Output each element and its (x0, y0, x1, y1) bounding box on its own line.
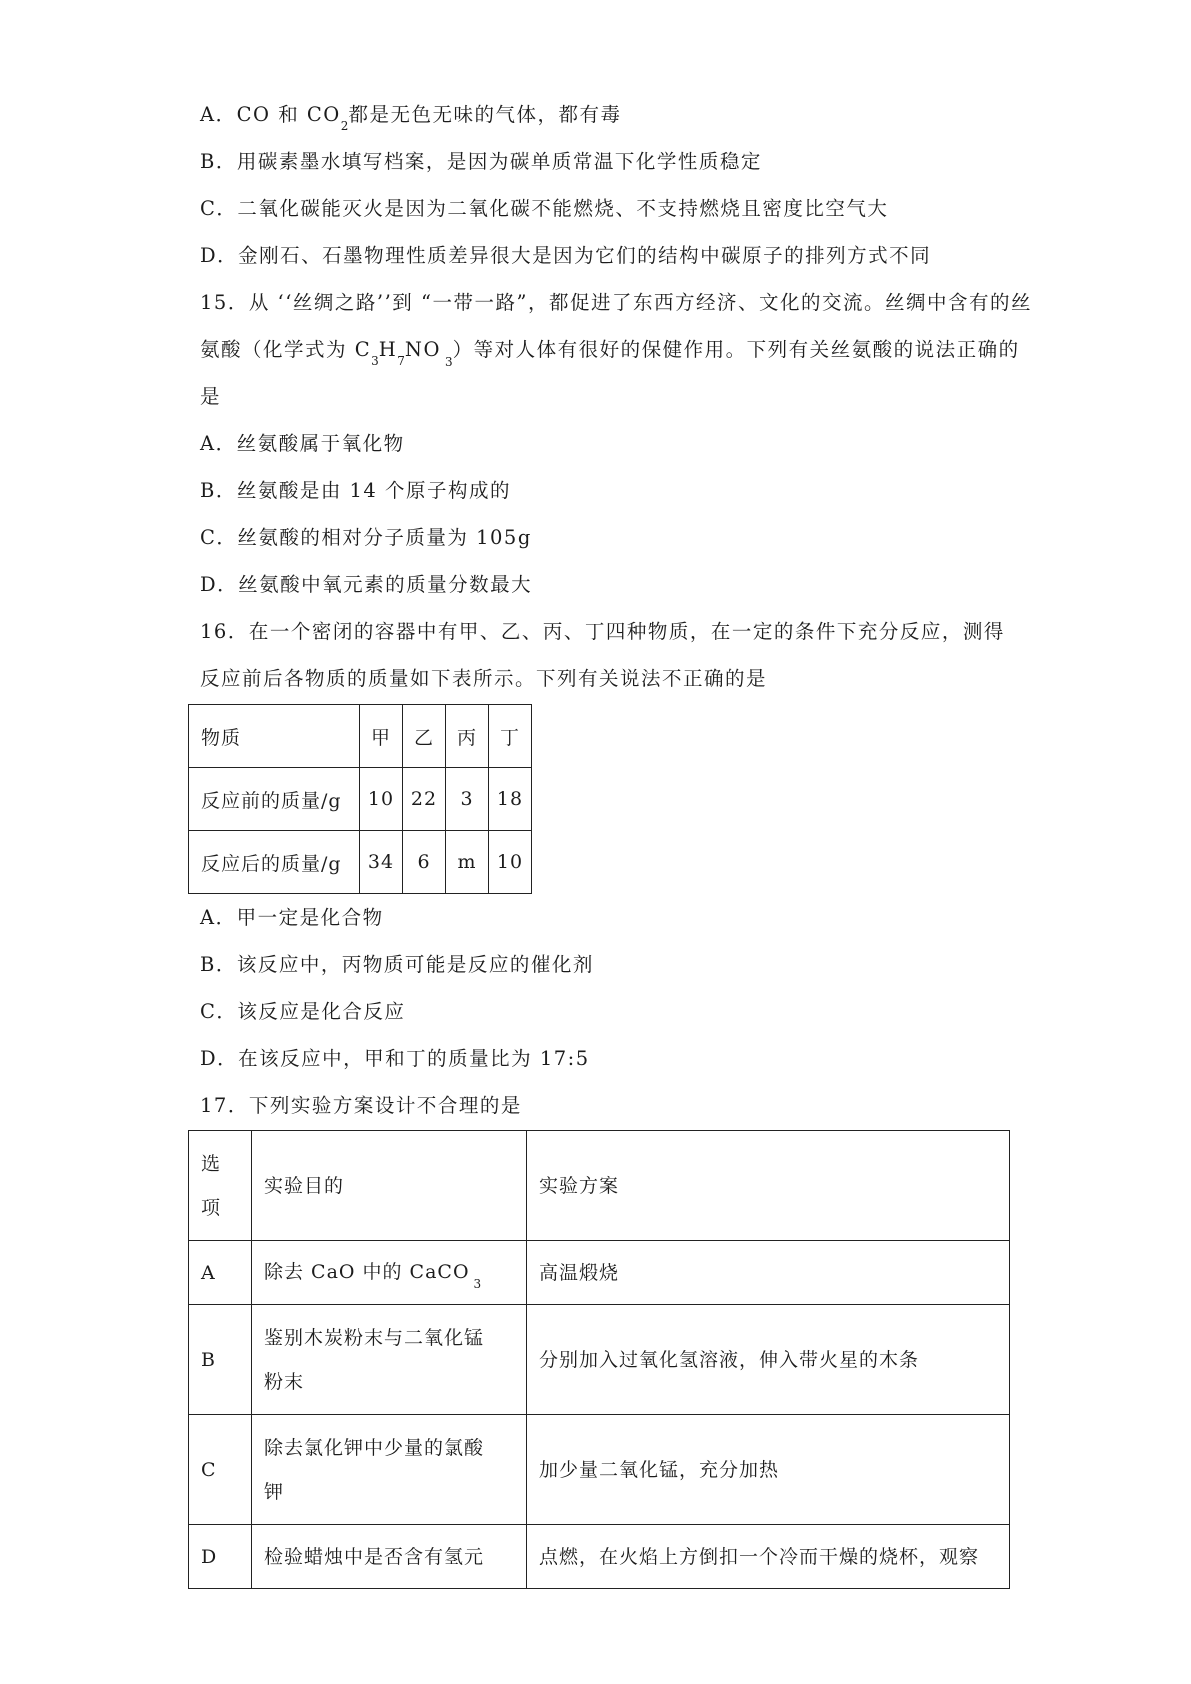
table-cell: 10 (489, 831, 532, 894)
table-cell-goal: 检验蜡烛中是否含有氢元 (252, 1525, 527, 1589)
table-row (189, 1305, 1010, 1415)
q16-option-d: D．在该反应中，甲和丁的质量比为 17:5 (200, 1047, 590, 1070)
table-cell: 34 (360, 831, 403, 894)
table-cell-option: A (189, 1241, 252, 1305)
table-cell: 甲 (360, 705, 403, 768)
table-row (189, 831, 532, 894)
table-row (189, 1525, 1010, 1589)
q16-stem-line1: 16．在一个密闭的容器中有甲、乙、丙、丁四种物质，在一定的条件下充分反应，测得 (200, 620, 1005, 643)
q17-stem: 17．下列实验方案设计不合理的是 (200, 1094, 522, 1117)
table-cell-plan: 实验方案 (527, 1131, 1010, 1241)
table-row (189, 1241, 1010, 1305)
table-cell-option: D (189, 1525, 252, 1589)
table-cell: 18 (489, 768, 532, 831)
table-cell-plan: 高温煅烧 (527, 1241, 1010, 1305)
table-cell: 10 (360, 768, 403, 831)
table-cell: 反应前的质量/g (189, 768, 360, 831)
q15-stem-line2: 氨酸（化学式为 $C_3H_7NO_3$）等对人体有很好的保健作用。下列有关丝氨酸的说法正确的 (200, 338, 1020, 369)
table-cell-goal: 除去 CaO 中的 CaCO$_3$ (252, 1241, 527, 1305)
table-cell-plan: 加少量二氧化锰，充分加热 (527, 1415, 1010, 1525)
table-cell: 6 (403, 831, 446, 894)
table-cell: 丙 (446, 705, 489, 768)
q17-experiment-table (188, 1130, 1010, 1589)
table-cell: 乙 (403, 705, 446, 768)
table-cell: 反应后的质量/g (189, 831, 360, 894)
q16-option-b: B．该反应中，丙物质可能是反应的催化剂 (200, 953, 594, 976)
q15-stem-line1: 15．从 ‘‘丝绸之路’’到 “一带一路”，都促进了东西方经济、文化的交流。丝绸中含有的丝 (200, 291, 1032, 314)
table-cell: 22 (403, 768, 446, 831)
table-cell: 丁 (489, 705, 532, 768)
q15-option-b: B．丝氨酸是由 14 个原子构成的 (200, 479, 512, 502)
table-cell: 3 (446, 768, 489, 831)
table-cell-plan: 点燃，在火焰上方倒扣一个冷而干燥的烧杯，观察 (527, 1525, 1010, 1589)
table-cell: 物质 (189, 705, 360, 768)
q15-option-d: D．丝氨酸中氧元素的质量分数最大 (200, 573, 533, 596)
table-header-row (189, 705, 532, 768)
q14-option-b: B．用碳素墨水填写档案，是因为碳单质常温下化学性质稳定 (200, 150, 762, 173)
table-cell-goal: 鉴别木炭粉末与二氧化锰 粉末 (252, 1305, 527, 1415)
q14-option-d: D．金刚石、石墨物理性质差异很大是因为它们的结构中碳原子的排列方式不同 (200, 244, 932, 267)
table-cell-plan: 分别加入过氧化氢溶液，伸入带火星的木条 (527, 1305, 1010, 1415)
table-row (189, 1415, 1010, 1525)
table-cell-option: B (189, 1305, 252, 1415)
table-cell-goal: 实验目的 (252, 1131, 527, 1241)
table-cell-option: 选 项 (189, 1131, 252, 1241)
table-cell: m (446, 831, 489, 894)
q16-option-a: A．甲一定是化合物 (200, 906, 384, 929)
q15-stem-line3: 是 (200, 385, 222, 408)
q16-mass-table (188, 704, 532, 894)
table-header-row (189, 1131, 1010, 1241)
q15-option-c: C．丝氨酸的相对分子质量为 105g (200, 526, 532, 549)
table-cell-option: C (189, 1415, 252, 1525)
table-row (189, 768, 532, 831)
q16-option-c: C．该反应是化合反应 (200, 1000, 406, 1023)
q15-option-a: A．丝氨酸属于氧化物 (200, 432, 405, 455)
table-cell-goal: 除去氯化钾中少量的氯酸 钾 (252, 1415, 527, 1525)
q16-stem-line2: 反应前后各物质的质量如下表所示。下列有关说法不正确的是 (200, 667, 768, 690)
q14-option-c: C．二氧化碳能灭火是因为二氧化碳不能燃烧、不支持燃烧且密度比空气大 (200, 197, 889, 220)
q14-option-a: A．CO 和 $CO_2$都是无色无味的气体，都有毒 (200, 103, 622, 133)
